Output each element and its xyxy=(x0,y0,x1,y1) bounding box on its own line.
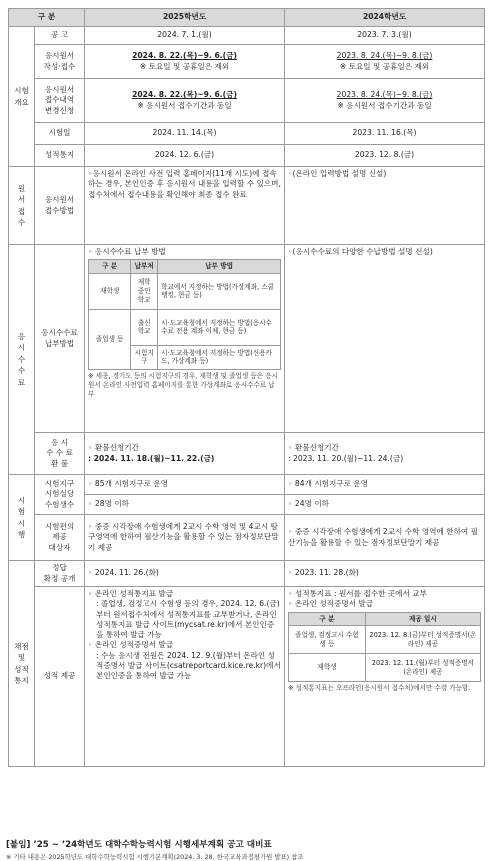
apply-2024-period: 2023. 8. 24.(목)~9. 8.(금) xyxy=(336,51,433,61)
row-label-result: 성적통지 xyxy=(35,145,85,167)
row-label-apply: 응시원서 작성·접수 xyxy=(35,45,85,79)
answer-2025: ◦ 2024. 11. 26.(화) xyxy=(85,561,285,587)
fee-row-group: 졸업생 등 xyxy=(89,309,131,369)
row-label-apply-method: 응시원서 접수방법 xyxy=(35,167,85,245)
braille-2024: ◦ 중증 시각장애 수험생에게 2교시 수학 영역에 한하여 필산기능을 활용할 수 있는 점자정보단말기 제공 xyxy=(285,515,485,561)
fee-row-group: 재학생 xyxy=(89,273,131,309)
provide-2025 xyxy=(85,587,285,767)
fee-table-head-group: 구 분 xyxy=(89,260,131,274)
fee-refund-2025 xyxy=(85,433,285,475)
fee-row-how: 시·도교육청에서 지정하는 방법(신용카드, 가상계좌 등) xyxy=(158,345,281,369)
fee-row-place: 시험지구 xyxy=(131,345,158,369)
provide-row-when: 2023. 12. 11.(월)부터 성적증명서(온라인) 제공 xyxy=(365,654,480,682)
result-2025: 2024. 12. 6.(금) xyxy=(85,145,285,167)
row-label-fee-method: 응시수수료 납부방법 xyxy=(35,245,85,433)
change-2025-period: 2024. 8. 22.(목)~9. 6.(금) xyxy=(132,90,237,100)
fee-row-how: 시·도교육청에서 지정하는 방법(응시수수료 전용 계좌 이체, 현금 등) xyxy=(158,309,281,345)
apply-2024 xyxy=(285,45,485,79)
row-label-district: 시험지구 시험실당 수험생수 xyxy=(35,475,85,515)
capacity-2024: ◦ 24명 이하 xyxy=(285,495,485,515)
header-2025: 2025학년도 xyxy=(85,9,285,27)
announce-2025: 2024. 7. 1.(월) xyxy=(85,27,285,45)
district-2024: ◦ 84개 시험지구로 운영 xyxy=(285,475,485,495)
table-row xyxy=(89,309,281,345)
apply-2025-note: ※ 토요일 및 공휴일은 제외 xyxy=(139,61,230,71)
group-exam: 시 험 시 행 xyxy=(9,475,35,561)
fee-method-note: ※ 세종, 경기도 등의 시험지구의 경우, 재학생 및 졸업생 등은 응시원서 온라인 사전입력 홈페이지를 통한 가상계좌로 응시수수료 납부 xyxy=(88,371,278,398)
fee-method-2025 xyxy=(85,245,285,433)
provide-table-head-when: 제공 일시 xyxy=(365,612,480,626)
table-row xyxy=(89,273,281,309)
apply-2025-period: 2024. 8. 22.(목)~9. 6.(금) xyxy=(132,51,237,61)
provide-2024-item1: ◦ 성적통지표 : 원서를 접수한 곳에서 교부 xyxy=(288,589,427,598)
provide-2024-item2: ◦ 온라인 성적증명서 발급 xyxy=(288,599,374,609)
header-category: 구 분 xyxy=(9,9,85,27)
apply-2024-note: ※ 토요일 및 공휴일은 제외 xyxy=(339,61,430,71)
answer-2024: ◦ 2023. 11. 28.(화) xyxy=(285,561,485,587)
announce-2024: 2023. 7. 3.(월) xyxy=(285,27,485,45)
refund-2025-period: : 2024. 11. 18.(월)~11. 22.(금) xyxy=(88,453,215,463)
group-score: 채점 및 성적 통지 xyxy=(9,561,35,767)
fee-table-head-how: 납부 방법 xyxy=(158,260,281,274)
row-label-announce: 공 고 xyxy=(35,27,85,45)
refund-2025-title: ◦ 환불신청기간 xyxy=(88,443,139,453)
braille-2025: ◦ 중증 시각장애 수험생에게 2교시 수학 영역 및 4교시 탐구영역에 한하여 필산기능을 활용할 수 있는 점자정보단말기 제공 xyxy=(85,515,285,561)
refund-2024-period: : 2023. 11. 20.(월)~11. 24.(금) xyxy=(288,453,404,463)
header-row xyxy=(9,9,485,27)
change-2024 xyxy=(285,79,485,123)
change-2025 xyxy=(85,79,285,123)
group-application: 원 서 접 수 xyxy=(9,167,35,245)
row-label-answer: 정답 확정 공개 xyxy=(35,561,85,587)
district-2025: ◦ 85개 시험지구로 운영 xyxy=(85,475,285,495)
provide-2024-note: ※ 성적통지표는 오프라인(응시원서 접수처)에서만 수령 가능함. xyxy=(288,684,471,693)
provide-2025-item1-detail: : 졸업생, 검정고시 수험생 등의 경우, 2024. 12. 6.(금)부터 원서접수처에서 성적통지표를 교부받거나, 온라인 성적통지표 발급 사이트(mycsat.re.kr)에서 본인인증을 통하여 발급 가능 xyxy=(96,599,280,639)
row-label-change: 응시원서 접수내역 변경신청 xyxy=(35,79,85,123)
row-label-provide: 성적 제공 xyxy=(35,587,85,767)
capacity-2025: ◦ 28명 이하 xyxy=(85,495,285,515)
change-2024-period: 2023. 8. 24.(목)~9. 8.(금) xyxy=(336,90,433,100)
change-2025-note: ※ 응시원서 접수기간과 동일 xyxy=(137,100,232,110)
footer-title: [붙임] ’25 ~ ’24학년도 대학수학능력시험 시행세부계획 공고 대비표 xyxy=(6,840,272,850)
result-2024: 2023. 12. 8.(금) xyxy=(285,145,485,167)
table-row xyxy=(289,654,481,682)
row-label-braille: 시험편의 제공 대상자 xyxy=(35,515,85,561)
row-label-fee-refund: 응 시 수 수 료 환 불 xyxy=(35,433,85,475)
header-2024: 2024학년도 xyxy=(285,9,485,27)
fee-row-place: 재학 중인 학교 xyxy=(131,273,158,309)
provide-row-when: 2023. 12. 8.(금)부터 성적증명서(온라인) 제공 xyxy=(365,626,480,654)
apply-method-2025: ◦응시원서 온라인 사전 입력 홈페이지(11개 시도)에 접속하는 경우, 본인인증 후 응시원서 내용을 입력할 수 있으며, 접수처에서 접수내용을 확인해야 최종 접수 완료 xyxy=(85,167,285,245)
fee-table xyxy=(88,259,281,370)
provide-2025-item1: ◦ 온라인 성적통지표 발급 xyxy=(88,589,174,598)
provide-2025-item2-detail: : 수능 응시생 전원은 2024. 12. 9.(월)부터 온라인 성적증명서 발급 사이트(csatreportcard.kice.re.kr)에서 본인인증을 통하여 발급 가능 xyxy=(96,650,281,680)
apply-method-2024: ◦(온라인 입력방법 설명 신설) xyxy=(285,167,485,245)
fee-row-place: 출신 학교 xyxy=(131,309,158,345)
fee-row-how: 학교에서 지정하는 방법(가상계좌, 스쿨뱅킹, 현금 등) xyxy=(158,273,281,309)
fee-method-title: ◦ 응시수수료 납부 방법 xyxy=(88,247,166,256)
comparison-table xyxy=(8,8,485,767)
fee-refund-2024 xyxy=(285,433,485,475)
row-label-exam-day: 시험일 xyxy=(35,123,85,145)
table-row xyxy=(289,626,481,654)
provide-row-group: 재학생 xyxy=(289,654,366,682)
group-exam-overview: 시험 개요 xyxy=(9,27,35,167)
change-2024-note: ※ 응시원서 접수기간과 동일 xyxy=(337,100,432,110)
group-fee: 응 시 수 수 료 xyxy=(9,245,35,475)
refund-2024-title: ◦ 환불신청기간 xyxy=(288,443,339,453)
provide-2024-table xyxy=(288,612,481,683)
apply-2025 xyxy=(85,45,285,79)
exam-day-2025: 2024. 11. 14.(목) xyxy=(85,123,285,145)
exam-day-2024: 2023. 11. 16.(목) xyxy=(285,123,485,145)
fee-table-head-place: 납부처 xyxy=(131,260,158,274)
provide-2024 xyxy=(285,587,485,767)
provide-2025-item2: ◦ 온라인 성적증명서 발급 xyxy=(88,640,174,650)
fee-method-2024: ◦(응시수수료의 다양한 수납방법 설명 신설) xyxy=(285,245,485,433)
footer-note: ※ 기타 내용은 2025학년도 대학수학능력시험 시행기본계획(2024. 3. 28. 한국교육과정평가원 발표) 참조 xyxy=(6,853,304,861)
provide-table-head-group: 구 분 xyxy=(289,612,366,626)
provide-row-group: 졸업생, 검정고시 수험생 등 xyxy=(289,626,366,654)
